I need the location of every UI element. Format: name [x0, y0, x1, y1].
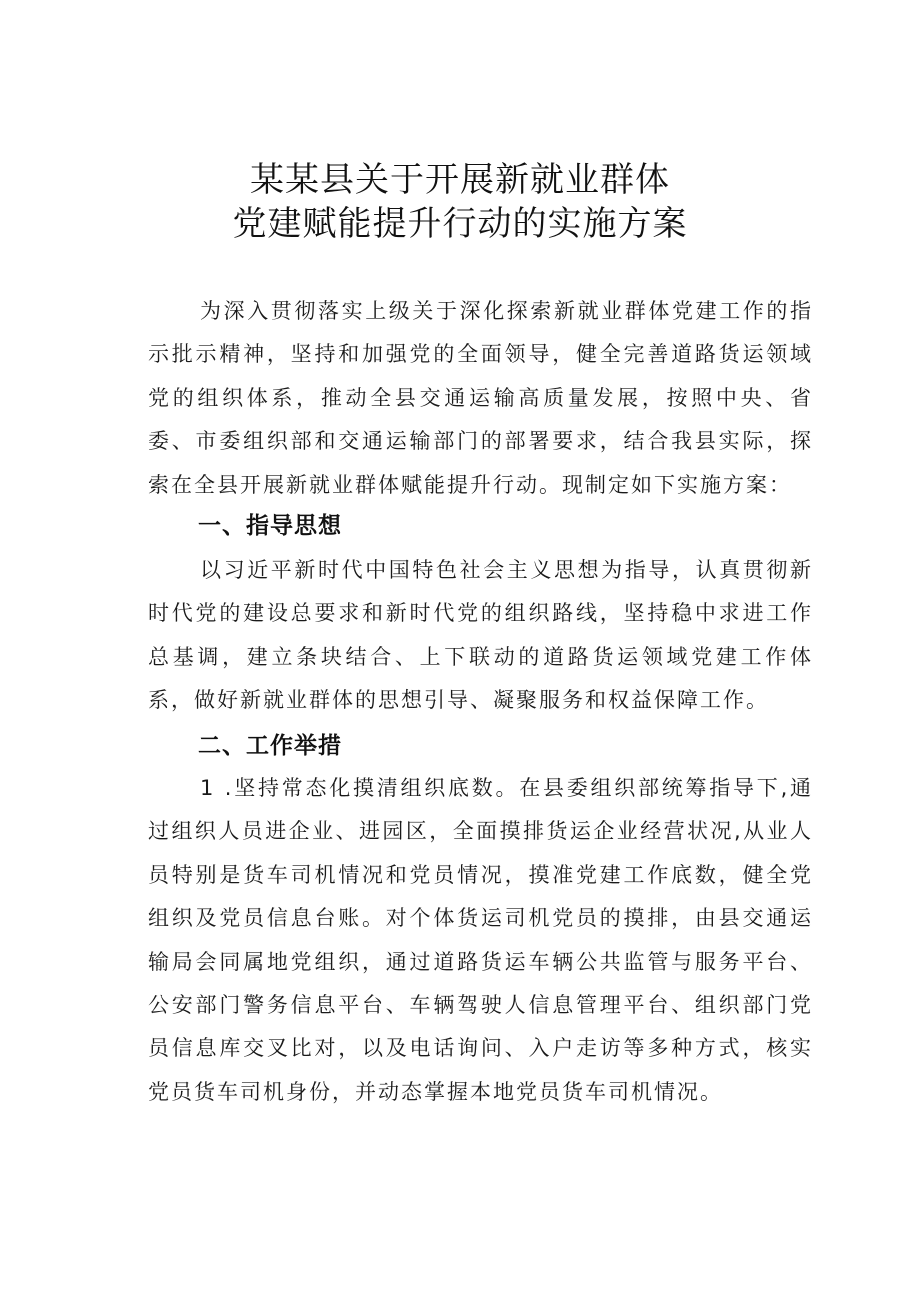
intro-paragraph: 为深入贯彻落实上级关于深化探索新就业群体党建工作的指示批示精神，坚持和加强党的全面领导，健全完善道路货运领域党的组织体系，推动全县交通运输高质量发展，按照中央、省委、市委组织部和交通运输部门的部署要求，结合我县实际，探索在全县开展新就业群体赋能提升行动。现制定如下实施方案：: [148, 299, 813, 497]
section-2-heading: 二、工作举措: [198, 733, 342, 759]
document-title-line-1: 某某县关于开展新就业群体: [250, 160, 670, 200]
section-2-item-1-paragraph: 1 .坚持常态化摸清组织底数。在县委组织部统筹指导下,通过组织人员进企业、进园区，全面摸排货运企业经营状况,从业人员特别是货车司机情况和党员情况，摸准党建工作底数，健全党组织及党员信息台账。对个体货运司机党员的摸排，由县交通运输局会同属地党组织，通过道路货运车辆公共监管与服务平台、公安部门警务信息平台、车辆驾驶人信息管理平台、组织部门党员信息库交叉比对，以及电话询问、入户走访等多种方式，核实党员货车司机身份，并动态掌握本地党员货车司机情况。: [148, 776, 813, 1104]
section-1-heading: 一、指导思想: [198, 513, 342, 539]
document-title-line-2: 党建赋能提升行动的实施方案: [232, 204, 688, 244]
section-1-body: [148, 549, 813, 723]
section-2-body: [148, 767, 813, 1114]
intro-paragraph-block: [148, 290, 813, 507]
section-1-paragraph: 以习近平新时代中国特色社会主义思想为指导，认真贯彻新时代党的建设总要求和新时代党的组织路线，坚持稳中求进工作总基调，建立条块结合、上下联动的道路货运领域党建工作体系，做好新就业群体的思想引导、凝聚服务和权益保障工作。: [148, 558, 813, 713]
